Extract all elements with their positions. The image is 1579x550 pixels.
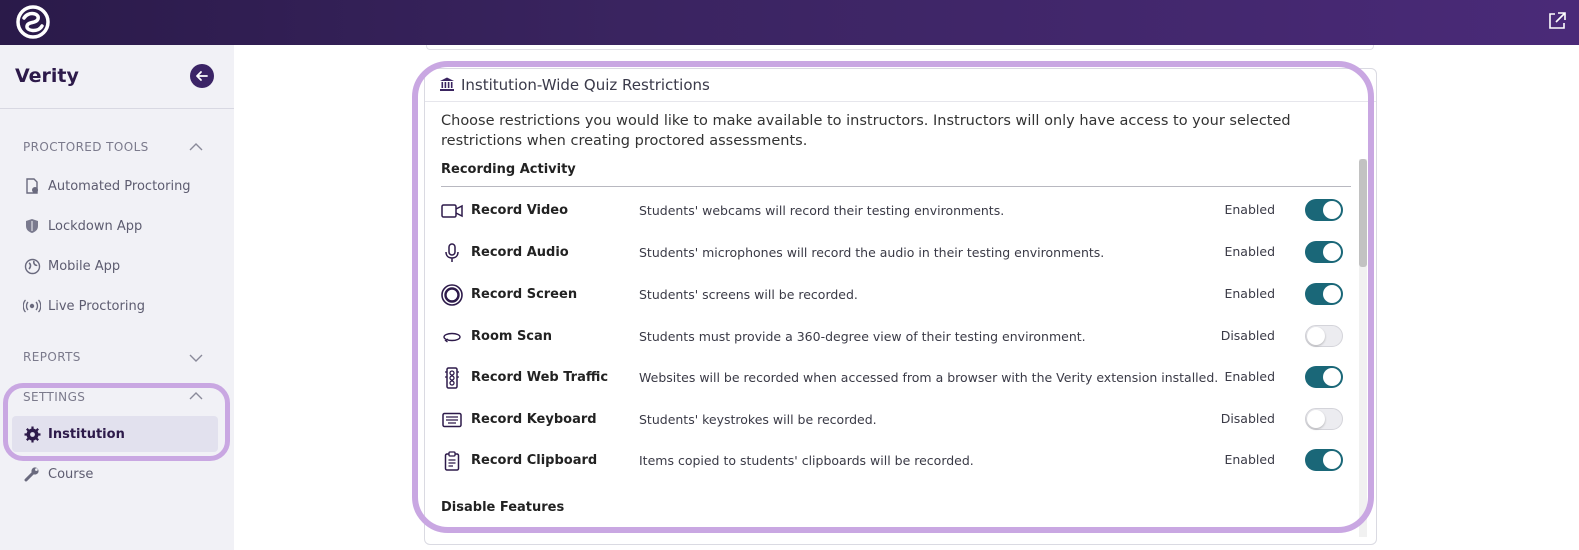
restriction-description: Items copied to students' clipboards will be recorded. — [639, 453, 974, 468]
restriction-description: Students' microphones will record the audio in their testing environments. — [639, 245, 1105, 260]
restriction-name: Record Keyboard — [471, 412, 597, 427]
chevron-down-icon[interactable] — [189, 353, 203, 363]
section-proctored-tools[interactable]: PROCTORED TOOLS — [23, 140, 149, 154]
restriction-status: Enabled — [1224, 369, 1275, 384]
restriction-status: Enabled — [1224, 286, 1275, 301]
app-title: Verity — [15, 65, 79, 87]
sidebar-item-label: Live Proctoring — [48, 298, 145, 314]
restriction-status: Enabled — [1224, 202, 1275, 217]
sidebar-item-mobile-app[interactable] — [12, 248, 218, 284]
sidebar-item-label: Mobile App — [48, 258, 121, 274]
section-settings[interactable]: SETTINGS — [23, 390, 86, 404]
divider — [0, 108, 234, 109]
restriction-description: Students must provide a 360-degree view of their testing environment. — [639, 329, 1086, 344]
settings-highlight-annotation — [3, 383, 230, 461]
sidebar-item-lockdown-app[interactable] — [12, 208, 218, 244]
arrow-left-icon — [195, 69, 209, 83]
restriction-name: Record Screen — [471, 287, 578, 302]
panel-title: Institution-Wide Quiz Restrictions — [461, 76, 710, 94]
sidebar — [0, 45, 234, 550]
wrench-icon — [23, 465, 41, 483]
restriction-description: Students' keystrokes will be recorded. — [639, 412, 877, 427]
restriction-name: Record Audio — [471, 245, 569, 260]
intro-text: Choose restrictions you would like to make available to instructors. Instructors will only have access to your selected restrictions when creating proctored assessments. — [441, 113, 1291, 149]
restriction-status: Enabled — [1224, 244, 1275, 259]
restriction-name: Record Video — [471, 203, 569, 218]
restriction-status: Enabled — [1224, 452, 1275, 467]
restriction-name: Record Web Traffic — [471, 370, 609, 385]
broadcast-icon — [23, 297, 41, 315]
restriction-description: Websites will be recorded when accessed from a browser with the Verity extension installed. — [639, 370, 1219, 385]
shield-icon — [23, 217, 41, 235]
previous-card-edge — [426, 45, 1374, 50]
chevron-up-icon[interactable] — [189, 142, 203, 152]
external-link-icon[interactable] — [1547, 11, 1567, 31]
group-title-disable-features: Disable Features — [441, 500, 565, 515]
verity-logo-icon[interactable] — [14, 3, 52, 41]
sidebar-item-label: Lockdown App — [48, 218, 143, 234]
restriction-name: Room Scan — [471, 329, 553, 344]
globe-icon — [23, 257, 41, 275]
restriction-status: Disabled — [1220, 328, 1275, 343]
sidebar-item-label: Institution — [48, 426, 125, 442]
sidebar-item-automated-proctoring[interactable] — [12, 168, 218, 204]
sidebar-item-label: Automated Proctoring — [48, 178, 191, 194]
sidebar-item-course[interactable] — [12, 456, 218, 492]
section-reports[interactable]: REPORTS — [23, 350, 81, 364]
restriction-description: Students' webcams will record their testing environments. — [639, 203, 1005, 218]
collapse-sidebar-button[interactable] — [190, 64, 214, 88]
restriction-name: Record Clipboard — [471, 453, 598, 468]
document-check-icon — [23, 177, 41, 195]
group-title-recording-activity: Recording Activity — [441, 162, 576, 177]
restriction-description: Students' screens will be recorded. — [639, 287, 858, 302]
panel-highlight-annotation — [412, 61, 1374, 533]
sidebar-item-live-proctoring[interactable] — [12, 288, 218, 324]
restriction-status: Disabled — [1220, 411, 1275, 426]
top-bar — [0, 0, 1579, 45]
sidebar-item-label: Course — [48, 466, 94, 482]
